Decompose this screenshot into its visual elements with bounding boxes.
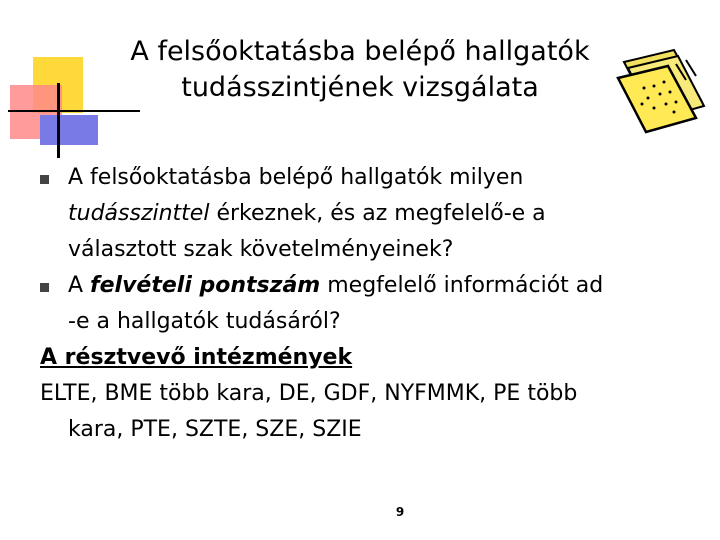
bullet-1-line-1: A felsőoktatásba belépő hallgatók milyen: [68, 165, 524, 190]
bullet-1-line-3: választott szak követelményeinek?: [68, 237, 454, 262]
institutions-line-1: ELTE, BME több kara, DE, GDF, NYFMMK, PE több: [40, 381, 578, 406]
bullet-item-1: [40, 160, 700, 268]
bullet-2-line-2: -e a hallgatók tudásáról?: [68, 309, 341, 334]
page-number: 9: [395, 505, 405, 519]
slide-content: [40, 160, 700, 448]
square-bullet-icon: [40, 175, 49, 184]
decorative-blue-bar: [40, 115, 98, 145]
bullet-item-2: [40, 268, 700, 340]
bullet-2-line-1: [68, 268, 700, 304]
title-line-2: tudásszintjének vizsgálata: [181, 72, 539, 103]
institutions-line-2: kara, PTE, SZTE, SZE, SZIE: [68, 417, 362, 442]
title-line-1: A felsőoktatásba belépő hallgatók: [130, 36, 590, 67]
square-bullet-icon: [40, 283, 49, 292]
bullet-1-line-2: [68, 196, 700, 232]
slide-title: [60, 34, 660, 106]
bullet-2-line-1-start: A: [68, 273, 91, 298]
emphasis-text: felvételi pontszám: [90, 273, 321, 298]
bullet-1-line-2-rest: érkeznek, és az megfelelő-e a: [209, 201, 546, 226]
section-heading: A résztvevő intézmények: [40, 345, 353, 370]
bullet-2-line-1-rest: megfelelő információt ad: [320, 273, 604, 298]
emphasis-text: tudásszinttel: [68, 201, 210, 226]
decorative-horizontal-line: [8, 110, 140, 112]
